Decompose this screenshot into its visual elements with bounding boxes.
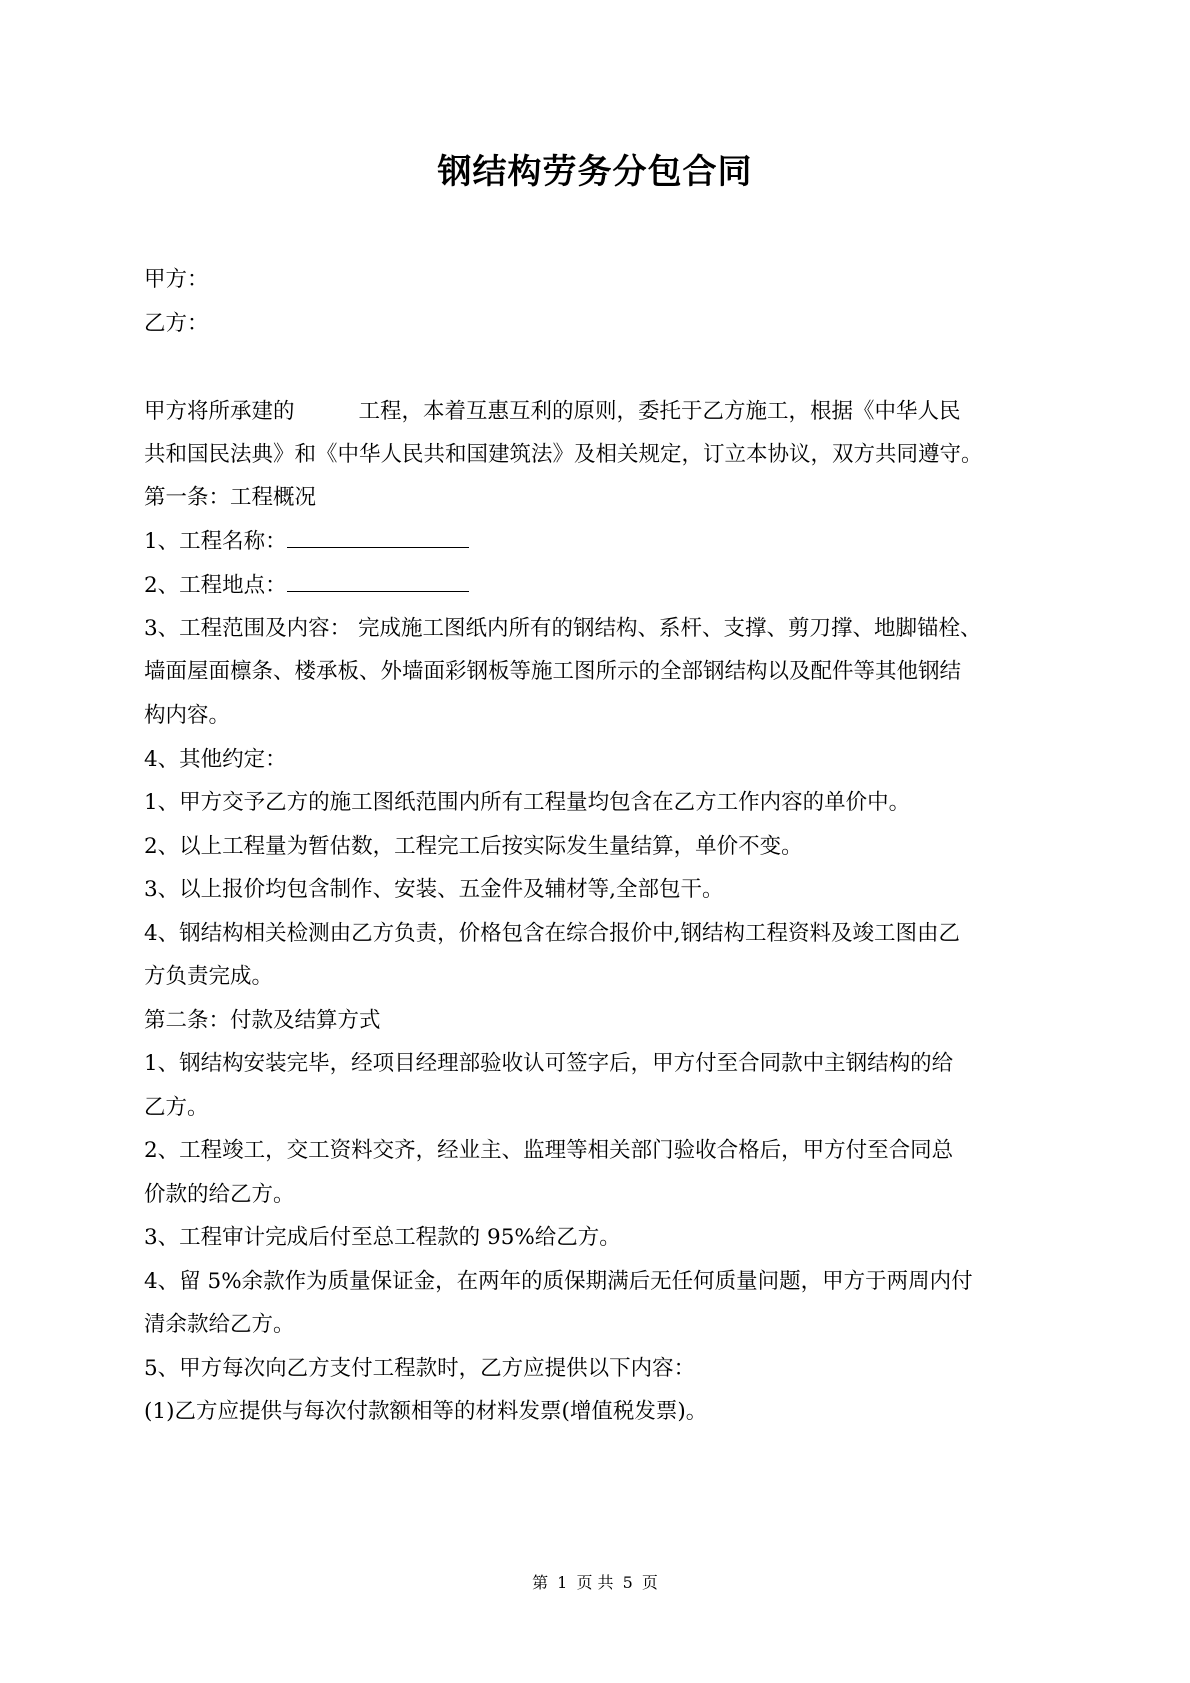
project-name-blank: [287, 529, 469, 548]
scope-line-2: 墙面屋面檩条、楼承板、外墙面彩钢板等施工图所示的全部钢结构以及配件等其他钢结: [144, 659, 962, 684]
payment-item-2-line-1: 2、工程竣工，交工资料交齐，经业主、监理等相关部门验收合格后，甲方付至合同总: [144, 1138, 954, 1163]
footer-suffix: 页: [641, 1573, 658, 1592]
document-title: 钢结构劳务分包合同: [437, 152, 753, 192]
project-name-row: [144, 528, 469, 556]
intro-text-before: 甲方将所承建的: [144, 399, 295, 424]
footer-prefix: 第: [532, 1573, 549, 1592]
intro-line-2: 共和国民法典》和《中华人民共和国建筑法》及相关规定，订立本协议，双方共同遵守。: [144, 442, 983, 467]
footer-total-pages: 5: [622, 1573, 633, 1592]
footer-middle: 页 共: [576, 1573, 614, 1592]
other-item-4-line-2: 方负责完成。: [144, 964, 274, 989]
scope-line-3: 构内容。: [144, 703, 231, 728]
article-1-heading: 第一条：工程概况: [144, 485, 317, 510]
project-location-blank: [287, 573, 469, 592]
payment-item-2-line-2: 价款的给乙方。: [144, 1182, 295, 1207]
project-name-label: 1、工程名称：: [144, 529, 287, 554]
payment-item-4-line-1: 4、留 5%余款作为质量保证金，在两年的质保期满后无任何质量问题，甲方于两周内付: [144, 1269, 973, 1294]
payment-item-5: 5、甲方每次向乙方支付工程款时，乙方应提供以下内容：: [144, 1356, 696, 1381]
payment-item-5-sub-1: (1)乙方应提供与每次付款额相等的材料发票(增值税发票)。: [144, 1399, 708, 1424]
intro-line-1: [144, 398, 961, 426]
other-item-3: 3、以上报价均包含制作、安装、五金件及辅材等,全部包干。: [144, 877, 724, 902]
project-location-label: 2、工程地点：: [144, 573, 287, 598]
other-item-2: 2、以上工程量为暂估数，工程完工后按实际发生量结算，单价不变。: [144, 834, 803, 859]
other-agreements-heading: 4、其他约定：: [144, 747, 287, 772]
intro-text-after: 工程，本着互惠互利的原则，委托于乙方施工，根据《中华人民: [358, 399, 961, 424]
payment-item-1-line-1: 1、钢结构安装完毕，经项目经理部验收认可签字后，甲方付至合同款中主钢结构的给: [144, 1051, 954, 1076]
payment-item-4-line-2: 清余款给乙方。: [144, 1312, 295, 1337]
party-a-label: 甲方：: [144, 267, 209, 292]
party-b-label: 乙方：: [144, 311, 209, 336]
payment-item-3: 3、工程审计完成后付至总工程款的 95%给乙方。: [144, 1225, 621, 1250]
page-footer: [0, 1572, 1190, 1594]
article-2-heading: 第二条：付款及结算方式: [144, 1008, 381, 1033]
project-location-row: [144, 572, 469, 600]
scope-line-1: 3、工程范围及内容： 完成施工图纸内所有的钢结构、系杆、支撑、剪刀撑、地脚锚栓、: [144, 616, 982, 641]
footer-page-number: 1: [557, 1573, 568, 1592]
other-item-4-line-1: 4、钢结构相关检测由乙方负责，价格包含在综合报价中,钢结构工程资料及竣工图由乙: [144, 921, 961, 946]
other-item-1: 1、甲方交予乙方的施工图纸范围内所有工程量均包含在乙方工作内容的单价中。: [144, 790, 911, 815]
payment-item-1-line-2: 乙方。: [144, 1095, 209, 1120]
